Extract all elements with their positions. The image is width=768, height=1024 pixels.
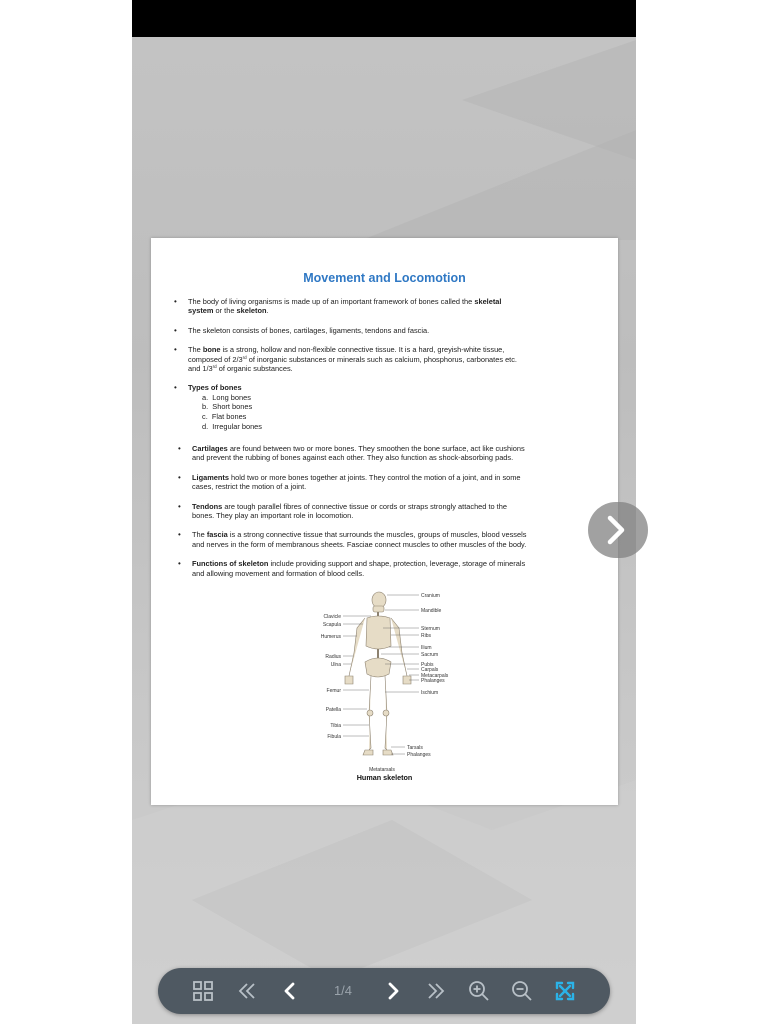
chevron-right-icon <box>600 514 632 546</box>
label-humerus: Humerus <box>320 634 341 640</box>
fullscreen-button[interactable] <box>550 976 580 1006</box>
label-ilium: Ilium <box>421 645 432 651</box>
zoom-in-button[interactable] <box>464 976 494 1006</box>
label-metacarpals: Metacarpals <box>421 673 449 679</box>
last-page-button[interactable] <box>421 976 451 1006</box>
zoom-out-button[interactable] <box>507 976 537 1006</box>
label-phalanges-foot: Phalanges <box>407 752 431 758</box>
label-phalanges-hand: Phalanges <box>421 678 445 684</box>
label-cranium: Cranium <box>421 593 440 599</box>
list-item: • The fascia is a strong connective tissue that surrounds the muscles, groups of muscles, blood vessels and nerves in the form of membranous sheets. Fasciae connect muscles to other muscles of the body. <box>178 530 527 549</box>
list-item: • The bone is a strong, hollow and non-flexible connective tissue. It is a hard, greyish-white tissue, composed of 2/3rd of inorganic substances or minerals such as calcium, phosphorus, carbonates etc. and 1/3rd of organic substances. <box>174 345 517 374</box>
thumbnails-button[interactable] <box>188 976 218 1006</box>
grid-icon <box>192 980 214 1002</box>
prev-page-icon <box>279 980 301 1002</box>
label-sacrum: Sacrum <box>421 652 439 658</box>
viewer-toolbar <box>158 968 610 1014</box>
label-ulna: Ulna <box>330 662 341 668</box>
type-item: c. Flat bones <box>202 412 247 422</box>
label-sternum: Sternum <box>421 626 440 632</box>
document-page <box>151 238 618 805</box>
bullet-list <box>172 297 592 431</box>
next-page-button[interactable] <box>378 976 408 1006</box>
label-fibula: Fibula <box>327 734 341 740</box>
label-patella: Patella <box>325 707 341 713</box>
label-ribs: Ribs <box>421 633 432 639</box>
list-item: • Tendons are tough parallel fibres of connective tissue or cords or straps strongly attached to the bones. They play an important role in locomotion. <box>178 501 507 521</box>
label-femur: Femur <box>326 688 341 694</box>
label-metatarsals: Metatarsals <box>369 767 395 773</box>
label-radius: Radius <box>325 654 341 660</box>
list-item: • The body of living organisms is made up of an important framework of bones called the skeletal system or the skeleton. <box>174 297 502 316</box>
next-page-float-button[interactable] <box>588 502 648 558</box>
first-page-icon <box>236 980 258 1002</box>
zoom-in-icon <box>467 979 491 1003</box>
label-mandible: Mandible <box>421 608 442 614</box>
last-page-icon <box>425 980 447 1002</box>
list-item: • Cartilages are found between two or more bones. They smoothen the bone surface, act like cushions and prevent the rubbing of bones against each other. They also function as shock-absorbing pads. <box>178 444 525 463</box>
list-item: • The skeleton consists of bones, cartilages, ligaments, tendons and fascia. <box>174 325 430 335</box>
next-page-icon <box>382 980 404 1002</box>
label-ischium: Ischium <box>421 690 439 696</box>
type-item: d. Irregular bones <box>202 421 262 431</box>
label-tarsals: Tarsals <box>407 745 423 751</box>
document-viewer <box>132 0 636 1024</box>
fullscreen-icon <box>554 980 576 1002</box>
skeleton-drawing <box>345 592 411 755</box>
page-title: Movement and Locomotion <box>303 271 466 285</box>
figure-caption: Human skeleton <box>356 773 413 782</box>
label-pubis: Pubis <box>421 662 434 668</box>
label-carpals: Carpals <box>421 667 439 673</box>
list-item: • Types of bones a. Long bones b. Short bones c. Flat bones d. Irregular bones <box>172 383 592 431</box>
type-item: a. Long bones <box>202 392 251 402</box>
list-item: • Ligaments hold two or more bones together at joints. They control the motion of a joint, and in some cases, restrict the motion of a joint. <box>178 472 521 492</box>
top-status-bar <box>132 0 636 37</box>
type-item: b. Short bones <box>202 402 253 412</box>
list-item: • Functions of skeleton include providing support and shape, protection, leverage, storage of minerals and allowing movement and formation of blood cells. <box>178 559 526 578</box>
label-clavicle: Clavicle <box>323 614 341 620</box>
types-list <box>202 393 592 431</box>
zoom-out-icon <box>510 979 534 1003</box>
bullet-list-2 <box>176 444 601 578</box>
prev-page-button[interactable] <box>275 976 305 1006</box>
page-indicator: 1/4 <box>333 983 353 998</box>
first-page-button[interactable] <box>232 976 262 1006</box>
label-tibia: Tibia <box>330 723 341 729</box>
label-scapula: Scapula <box>322 622 341 628</box>
skeleton-figure <box>301 588 471 788</box>
